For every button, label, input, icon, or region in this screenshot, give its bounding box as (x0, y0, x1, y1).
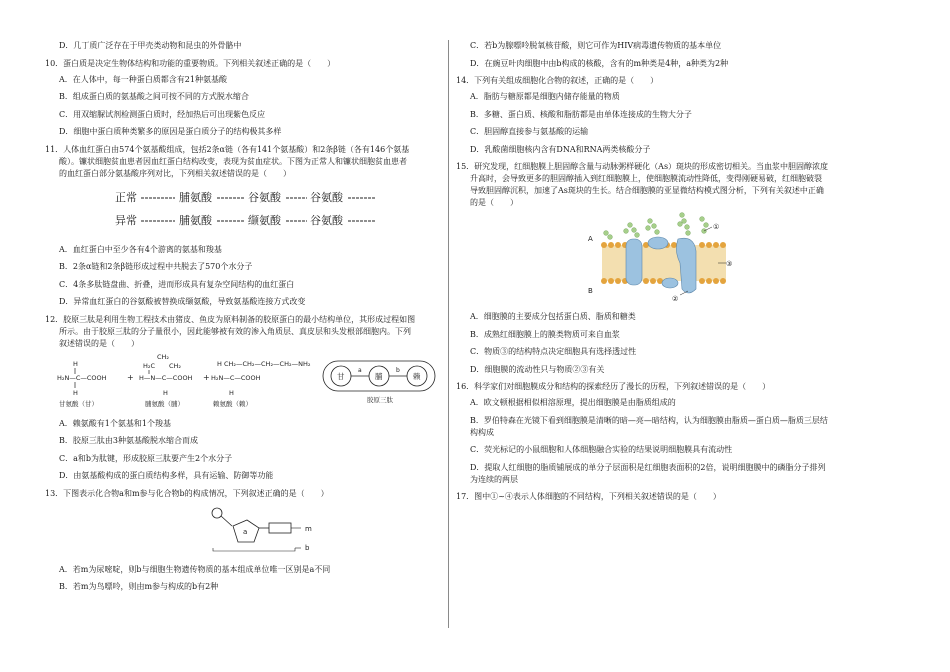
q12-stem-line3: 叙述错误的是（ ） (59, 338, 139, 348)
q16-option-c: C．荧光标记的小鼠细胞和人体细胞融合实验的结果说明细胞膜具有流动性 (470, 445, 733, 454)
q13-stem: 13．下图表示化合物a和m参与化合物b的构成情况，下列叙述正确的是（ ） (45, 488, 329, 498)
svg-text:H₂N—C—COOH: H₂N—C—COOH (211, 373, 261, 382)
q10-stem: 10．蛋白质是决定生物体结构和功能的重要物质。下列相关叙述正确的是（ ） (45, 58, 336, 68)
svg-text:H: H (73, 388, 78, 397)
membrane-protein-1 (626, 239, 642, 285)
base-rect (269, 523, 291, 533)
q12-stem-line1: 12．胶原三肽是利用生物工程技术由猪皮、鱼皮为原料制备的胶原蛋白的最小结构单位，其形成过程如图 (45, 314, 416, 324)
q9-option-d: D．几丁质广泛存在于甲壳类动物和昆虫的外骨骼中 (59, 41, 242, 50)
q14-option-b: B．多糖、蛋白质、核酸和脂肪都是由单体连接成的生物大分子 (470, 109, 692, 119)
tripeptide-label: 胶原三肽 (367, 395, 393, 404)
glycine-label: 甘氨酸（甘） (59, 399, 98, 408)
q12-option-a: A．赖氨酸有1个氨基和1个羧基 (59, 418, 171, 428)
label-b: b (305, 543, 310, 552)
q16-option-b-line2: 构构成 (470, 427, 494, 437)
question-11 (45, 144, 440, 309)
q11-stem-line2: 酸）。镰状细胞贫血患者因血红蛋白结构改变，表现为贫血症状。下图为正常人和镰状细胞贫血患者 (59, 156, 407, 166)
q15-stem-line2: 升高时，会导致更多的胆固醇插入到红细胞膜上，使细胞膜流动性降低，变得刚硬易破，红细胞破裂 (470, 174, 822, 183)
column-divider (448, 40, 449, 628)
q16-option-a: A．欧文顿根据相似相溶原理，提出细胞膜是由脂质组成的 (470, 398, 676, 407)
normal-aa-3: 谷氨酸 (310, 190, 343, 204)
abnormal-aa-2: 缬氨酸 (248, 213, 281, 227)
q11-option-c: C．4条多肽链盘曲、折叠，进而形成具有复杂空间结构的血红蛋白 (59, 279, 295, 289)
question-14 (456, 75, 861, 156)
question-16 (456, 381, 861, 486)
q15-option-b: B．成熟红细胞膜上的膜类物质可来自血浆 (470, 329, 620, 339)
lysine-structure (211, 360, 311, 397)
abnormal-aa-3: 谷氨酸 (310, 213, 343, 227)
question-13 (45, 488, 440, 594)
svg-text:CH₂: CH₂ (169, 361, 182, 370)
q17-stem: 17．图中①~④表示人体细胞的不同结构，下列相关叙述错误的是（ ） (456, 492, 721, 501)
abnormal-aa-1: 脯氨酸 (179, 213, 212, 227)
label-side-B: B (588, 287, 593, 295)
svg-text:H: H (73, 359, 78, 368)
proline-structure (139, 353, 193, 397)
q11-stem-line1: 11．人体血红蛋白由574个氨基酸组成，包括2条α链（各有141个氨基酸）和2条β链（各有146个氨基 (45, 144, 410, 154)
q13-option-b: B．若m为鸟嘌呤，则由m参与构成的b有2种 (59, 582, 219, 591)
q16-option-d-line2: 为连续的两层 (470, 474, 518, 484)
svg-text:CH₂: CH₂ (157, 352, 170, 361)
q12-option-d: D．由氨基酸构成的蛋白质结构多样，具有运输、防御等功能 (59, 471, 274, 480)
circle-pro-text: 脯 (375, 371, 383, 381)
svg-text:H—N—C—COOH: H—N—C—COOH (139, 373, 193, 382)
q15-stem-line3: 导致胆固醇沉积，加速了As斑块的生长。结合细胞膜的亚显微结构模式图分析，下列有关叙述中正确 (470, 186, 824, 195)
q15-membrane-figure (584, 211, 861, 307)
q13-option-d: D．在豌豆叶肉细胞中由b构成的核酸，含有的m种类是4种，a种类为2种 (470, 58, 729, 68)
q11-option-d: D．异常血红蛋白的谷氨酸被替换成缬氨酸，导致氨基酸连接方式改变 (59, 297, 306, 306)
label-3: ③ (726, 260, 733, 268)
left-column (45, 40, 440, 599)
svg-text:H: H (163, 388, 168, 397)
question-15 (456, 161, 861, 376)
label-1: ① (713, 223, 720, 231)
membrane-protein-4 (662, 278, 678, 288)
q11-stem-line3: 的血红蛋白部分氨基酸序列对比，下列相关叙述错误的是（ ） (59, 168, 291, 178)
q16-option-d-line1: D．提取人红细胞的脂质铺展成的单分子层面积是红细胞表面积的2倍，说明细胞膜中的磷脂分子排列 (470, 462, 826, 472)
right-column (456, 40, 861, 507)
q12-tripeptide-figure (45, 352, 440, 414)
label-2: ② (672, 295, 679, 303)
q12-option-b: B．胶原三肽由3种氨基酸脱水缩合而成 (59, 436, 198, 445)
svg-text:H₂C: H₂C (143, 361, 156, 370)
label-m: m (305, 524, 312, 533)
normal-aa-1: 脯氨酸 (179, 190, 212, 204)
q11-sequence-figure (45, 184, 440, 240)
normal-label: 正常 (115, 190, 137, 204)
q16-stem: 16．科学家们对细胞膜成分和结构的探索经历了漫长的历程，下列叙述错误的是（ ） (456, 382, 771, 391)
q12-option-c: C．a和b为肽键，形成胶原三肽要产生2个水分子 (59, 453, 233, 463)
svg-text:+: + (127, 372, 134, 382)
q14-option-d: D．乳酸菌细胞核内含有DNA和RNA两类核酸分子 (470, 144, 651, 154)
svg-text:H₂N—C—COOH: H₂N—C—COOH (57, 373, 107, 382)
q14-option-a: A．脂肪与糖原都是细胞内储存能量的物质 (470, 92, 620, 101)
phosphate-circle (212, 508, 222, 518)
q15-stem-line1: 15．研究发现，红细胞膜上胆固醇含量与动脉粥样硬化（As）斑块的形成密切相关。当血浆中胆固醇浓度 (456, 162, 829, 171)
q15-stem-line4: 的是（ ） (470, 198, 518, 207)
q10-option-b: B．组成蛋白质的氨基酸之间可按不同的方式脱水缩合 (59, 92, 249, 101)
q13-option-c: C．若b为腺嘌呤脱氧核苷酸，则它可作为HIV病毒遗传物质的基本单位 (470, 41, 722, 50)
membrane-protein-2 (648, 237, 668, 249)
q16-option-b-line1: B．罗伯特森在光镜下看到细胞膜是清晰的暗—亮—暗结构，认为细胞膜由脂质—蛋白质—脂质三层结 (470, 415, 828, 425)
q10-option-d: D．细胞中蛋白质种类繁多的原因是蛋白质分子的结构极其多样 (59, 127, 282, 136)
svg-text:+: + (203, 372, 210, 382)
q14-stem: 14．下列有关组成细胞化合物的叙述，正确的是（ ） (456, 76, 659, 85)
bond-b-label: b (396, 366, 400, 374)
question-10 (45, 58, 440, 139)
label-a: a (243, 527, 248, 536)
q10-option-c: C．用双缩脲试剂检测蛋白质时，经加热后可出现紫色反应 (59, 109, 266, 119)
svg-text:H: H (229, 388, 234, 397)
question-12 (45, 314, 440, 483)
q10-option-a: A．在人体中，每一种蛋白质都含有21种氨基酸 (59, 74, 227, 84)
q15-option-a: A．细胞膜的主要成分包括蛋白质、脂质和糖类 (470, 312, 636, 321)
glycoprotein-chains (604, 213, 709, 240)
lysine-label: 赖氨酸（赖） (213, 399, 252, 408)
q13-option-a: A．若m为尿嘧啶，则b与细胞生物遗传物质的基本组成单位唯一区别是a不同 (59, 564, 331, 574)
q15-option-d: D．细胞膜的流动性只与物质②③有关 (470, 364, 605, 374)
abnormal-label: 异常 (115, 213, 137, 227)
circle-lys-text: 赖 (413, 371, 421, 381)
q13-nucleotide-figure (205, 504, 440, 560)
label-side-A: A (588, 235, 593, 243)
question-17 (456, 491, 861, 503)
proline-label: 脯氨酸（脯） (145, 399, 184, 408)
q11-option-a: A．血红蛋白中至少各有4个游离的氨基和羧基 (59, 244, 222, 254)
normal-aa-2: 谷氨酸 (248, 190, 281, 204)
svg-text:H CH₂—CH₂—CH₂—CH₂—NH₂: H CH₂—CH₂—CH₂—CH₂—NH₂ (217, 359, 311, 368)
bond-a-label: a (358, 366, 362, 374)
q11-option-b: B．2条α链和2条β链形成过程中共脱去了570个水分子 (59, 262, 253, 271)
circle-gly-text: 甘 (337, 371, 345, 381)
q14-option-c: C．胆固醇直接参与氨基酸的运输 (470, 127, 589, 136)
q15-option-c: C．物质③的结构特点决定细胞具有选择透过性 (470, 347, 637, 356)
glycine-structure (57, 360, 107, 397)
q12-stem-line2: 所示。由于胶原三肽的分子量很小，因此能够被有效的渗入角质层、真皮层和头发根部细胞内。下列 (59, 326, 411, 336)
